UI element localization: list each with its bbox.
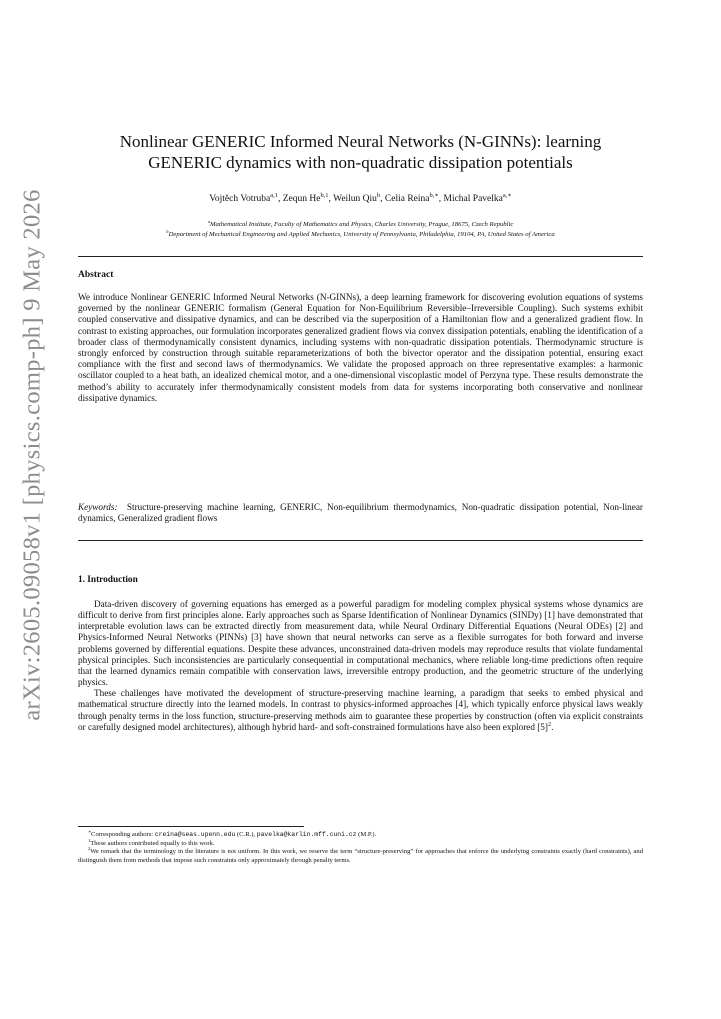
affiliation-b: $^b$Department of Mechanical Engineering and Applied Mechanics, University of Pennsylvania, Philadelphia, 19104, PA, United States of America [166, 228, 555, 238]
footnote-ref-2[interactable]: 2 [547, 720, 552, 728]
abstract-text: We introduce Nonlinear GENERIC Informed Neural Networks (N-GINNs), a deep learning framework for discovering evolution equations of systems governed by the nonlinear GENERIC formalism (General Equation for Non-Equilibrium Reversible–Irreversible Coupling). Such systems exhibit coupled conservative and dissipative dynamics, and can be described via the superposition of a Hamiltonian flow and a generalized gradient flow. In contrast to existing approaches, our formulation incorporates generalized gradient flows via convex dissipation potentials, enabling the identification of a broader class of thermodynamically consistent dynamics, including systems with non-quadratic dissipation potentials. Thermodynamic structure is strongly enforced by construction through suitable reparameterizations of both the bivector operator and the dissipation potential, ensuring exact compliance with the first and second laws of thermodynamics. We validate the proposed approach on three representative examples: a harmonic oscillator coupled to a heat bath, an idealized chemical motor, and a one-dimensional viscoplastic model of Perzyna type. These results demonstrate the method’s ability to accurately infer thermodynamically consistent models from data for systems incorporating both conservative and nonlinear dissipative dynamics. [78, 292, 643, 403]
arxiv-identifier-text: arXiv:2605.09058v1 [physics.comp-ph] 9 May 2026 [19, 189, 47, 721]
author: Celia Reina$^{b,∗}$, [384, 191, 444, 204]
paper-title [78, 131, 643, 173]
footnotes [78, 828, 643, 865]
author: Weilun Qiu$^b$, [333, 191, 385, 204]
abstract-bottom-rule [78, 540, 643, 541]
paper-title-line-1: Nonlinear GENERIC Informed Neural Networks (N-GINNs): learning [119, 132, 602, 151]
author: Zequn He$^{b,1}$, [282, 191, 334, 204]
affiliation-a: $^a$Mathematical Institute, Faculty of Mathematics and Physics, Charles University, Prague, 18675, Czech Republic [207, 218, 514, 228]
keywords [78, 502, 643, 524]
abstract-heading: Abstract [78, 270, 114, 280]
author: Vojtěch Votruba$^{a,1}$ [209, 191, 278, 204]
footnote-corresponding: ∗Corresponding authors: creina@seas.upenn.edu (C.R.), pavelka@karlin.mff.cuni.cz (M.P.). [88, 828, 377, 838]
introduction-paragraph-1: Data-driven discovery of governing equations has emerged as a powerful paradigm for modeling complex physical systems whose dynamics are difficult to derive from first principles alone. Early approaches such as Sparse Identification of Nonlinear Dynamics (SINDy) [1] have demonstrated that interpretable evolution laws can be extracted directly from measurement data, while Neural Ordinary Differential Equations (Neural ODEs) [2] and Physics-Informed Neural Networks (PINNs) [3] have shown that neural networks can serve as a flexible surrogates for both forward and inverse problems governed by differential equations. Despite these advances, unconstrained data-driven models may reproduce results that violate fundamental physical principles. Such inconsistencies are particularly consequential in computational mechanics, where reliable long-time predictions often require that the learned dynamics remain compatible with conservation laws, irreversible entropy production, and the geometric structure of the underlying physics. [78, 599, 643, 688]
author-list: Vojtěch Votruba$^{a,1}$, Zequn He$^{b,1}$, Weilun Qiu$^b$, Celia Reina$^{b,∗}$, Michal Pavelka$^{a,∗}$ [209, 191, 512, 204]
email-link-pavelka[interactable]: pavelka@karlin.mff.cuni.cz [256, 831, 357, 838]
keywords-label: Keywords: [78, 502, 118, 512]
footnote-1: $^1$These authors contributed equally to this work. [88, 837, 215, 847]
email-link-reina[interactable]: creina@seas.upenn.edu [154, 831, 236, 838]
author: Michal Pavelka$^{a,∗}$ [443, 191, 512, 204]
section-heading-introduction: 1. Introduction [78, 575, 138, 585]
arxiv-identifier-stamp [8, 189, 58, 721]
introduction-body [78, 599, 643, 733]
affiliations [68, 220, 653, 239]
footnote-2: $^2$We remark that the terminology in the literature is not uniform. In this work, we reserve the term “structure-preserving” for approaches that enforce the underlying constraints exactly (hard constraints), and distinguish them from methods that impose such constraints only approximately through penalty terms. [78, 846, 643, 864]
paper-title-line-2: GENERIC dynamics with non-quadratic dissipation potentials [148, 153, 573, 172]
top-rule [78, 256, 643, 257]
footnote-rule [78, 826, 304, 827]
introduction-paragraph-2: These challenges have motivated the development of structure-preserving machine learning, a paradigm that seeks to embed physical and mathematical structure directly into the learned models. In contrast to physics-informed approaches [4], which typically enforce physical laws weakly through penalty terms in the loss function, structure-preserving methods aim to guarantee these properties by construction (often via explicit constraints or carefully designed model architectures), although hybrid hard- and soft-constrained formulations have also been explored $[5]^2$. [78, 688, 643, 732]
keywords-text: Structure-preserving machine learning, GENERIC, Non-equilibrium thermodynamics, Non-quadratic dissipation potential, Non-linear dynamics, Generalized gradient flows [78, 502, 643, 524]
